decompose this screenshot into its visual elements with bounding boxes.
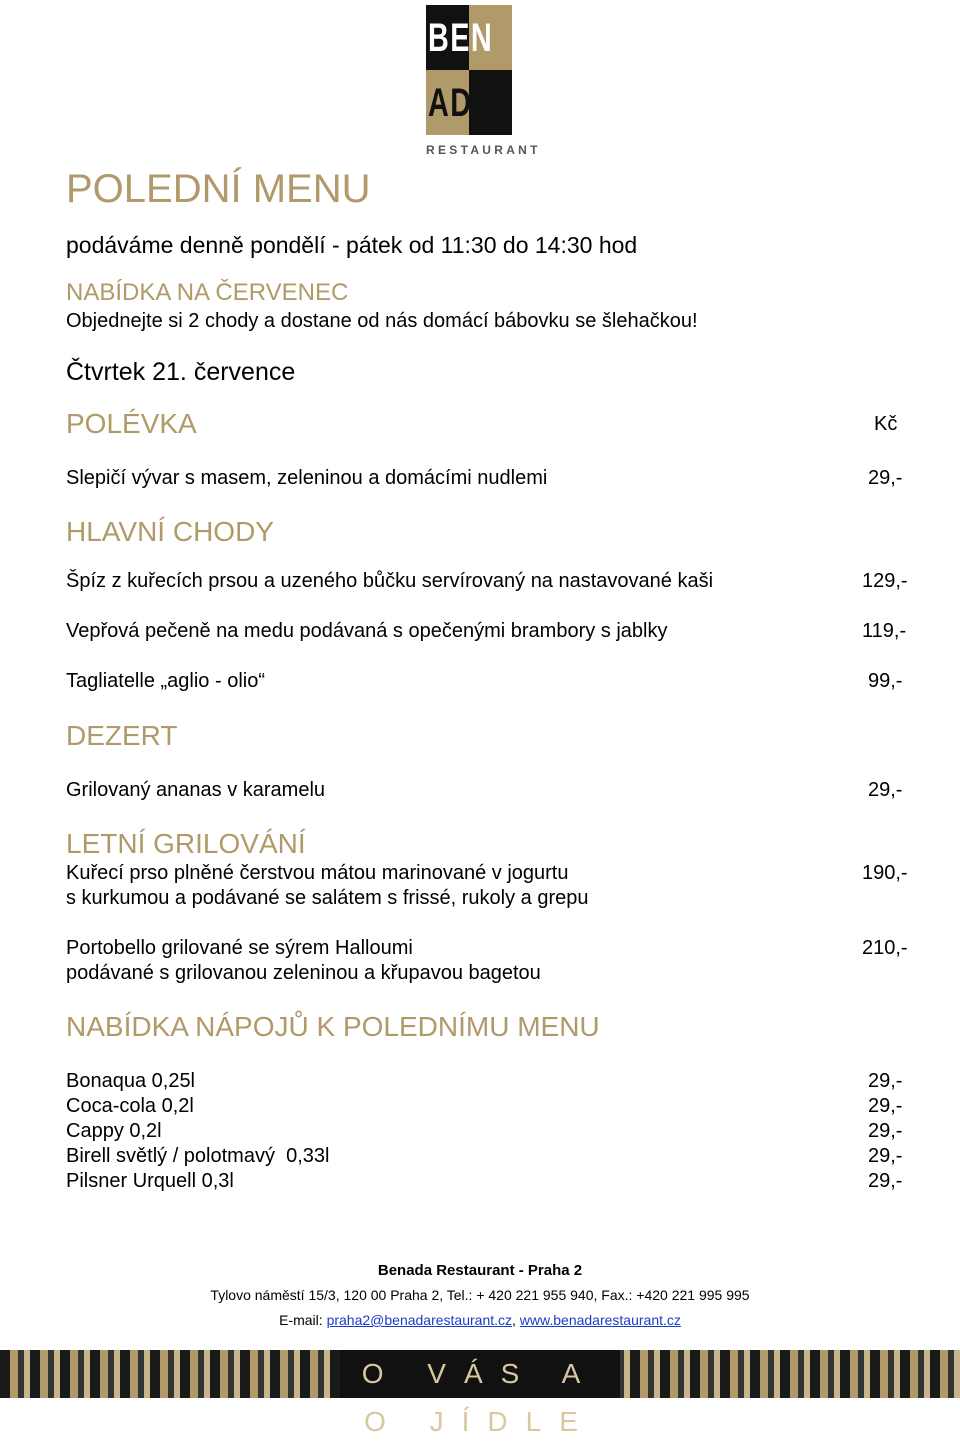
footer-contacts <box>0 1312 960 1328</box>
drink-item-name: Pilsner Urquell 0,3l <box>66 1170 234 1192</box>
dessert-item-name: Grilovaný ananas v karamelu <box>66 779 326 801</box>
drinks-heading: NABÍDKA NÁPOJŮ K POLEDNÍMU MENU <box>66 1011 600 1042</box>
drink-item-name: Coca-cola 0,2l <box>66 1095 194 1117</box>
drink-item-name: Birell světlý / polotmavý 0,33l <box>66 1145 330 1167</box>
main-item-name: Špíz z kuřecích prsou a uzeného bůčku servírovaný na nastavované kaši <box>66 570 714 592</box>
main-item-price: 99,- <box>868 670 903 692</box>
dessert-heading: DEZERT <box>66 720 178 751</box>
main-item-name: Vepřová pečeně na medu podávaná s opečenými brambory s jablky <box>66 620 668 642</box>
email-label: E-mail: <box>279 1312 327 1328</box>
main-item-name: Tagliatelle „aglio - olio“ <box>66 670 265 692</box>
drink-item-price: 29,- <box>868 1145 903 1167</box>
grill-item-line1: Kuřecí prso plněné čerstvou mátou marinované v jogurtu <box>66 862 569 884</box>
soup-item-price: 29,- <box>868 467 903 489</box>
menu-date: Čtvrtek 21. července <box>66 358 296 386</box>
drink-item-price: 29,- <box>868 1170 903 1192</box>
logo-row1: BEN <box>428 16 494 60</box>
link-separator: , <box>512 1312 520 1328</box>
grill-heading: LETNÍ GRILOVÁNÍ <box>66 828 306 859</box>
currency-label: Kč <box>874 413 898 435</box>
main-item-price: 129,- <box>862 570 908 592</box>
mains-heading: HLAVNÍ CHODY <box>66 516 274 547</box>
restaurant-logo <box>426 5 512 135</box>
footer-slogan: O VÁS A O JÍDLE <box>340 1350 620 1398</box>
grill-item-line2: s kurkumou a podávané se salátem s frissé, rukoly a grepu <box>66 887 589 909</box>
grill-item-price: 210,- <box>862 937 908 959</box>
offer-heading: NABÍDKA NA ČERVENEC <box>66 279 349 306</box>
footer-restaurant-name: Benada Restaurant - Praha 2 <box>377 1262 583 1279</box>
logo-row2: ADA <box>428 81 495 125</box>
page-title: POLEDNÍ MENU <box>66 167 371 211</box>
offer-text: Objednejte si 2 chody a dostane od nás domácí bábovku se šlehačkou! <box>66 310 698 332</box>
drink-item-price: 29,- <box>868 1095 903 1117</box>
drink-item-name: Bonaqua 0,25l <box>66 1070 196 1092</box>
drink-item-price: 29,- <box>868 1070 903 1092</box>
soup-heading: POLÉVKA <box>66 408 197 439</box>
dessert-item-price: 29,- <box>868 779 903 801</box>
serving-hours: podáváme denně pondělí - pátek od 11:30 do 14:30 hod <box>66 232 638 258</box>
email-link[interactable]: praha2@benadarestaurant.cz <box>326 1312 513 1328</box>
website-link[interactable]: www.benadarestaurant.cz <box>519 1312 681 1328</box>
main-item-price: 119,- <box>862 620 907 642</box>
drink-item-name: Cappy 0,2l <box>66 1120 162 1142</box>
grill-item-price: 190,- <box>862 862 908 884</box>
logo-subtitle: RESTAURANT <box>426 143 541 157</box>
grill-item-line2: podávané s grilovanou zeleninou a křupavou bagetou <box>66 962 541 984</box>
grill-item-line1: Portobello grilované se sýrem Halloumi <box>66 937 413 959</box>
drink-item-price: 29,- <box>868 1120 903 1142</box>
footer-address: Tylovo náměstí 15/3, 120 00 Praha 2, Tel.: + 420 221 955 940, Fax.: +420 221 995 995 <box>210 1287 750 1303</box>
soup-item-name: Slepičí vývar s masem, zeleninou a domácími nudlemi <box>66 467 548 489</box>
